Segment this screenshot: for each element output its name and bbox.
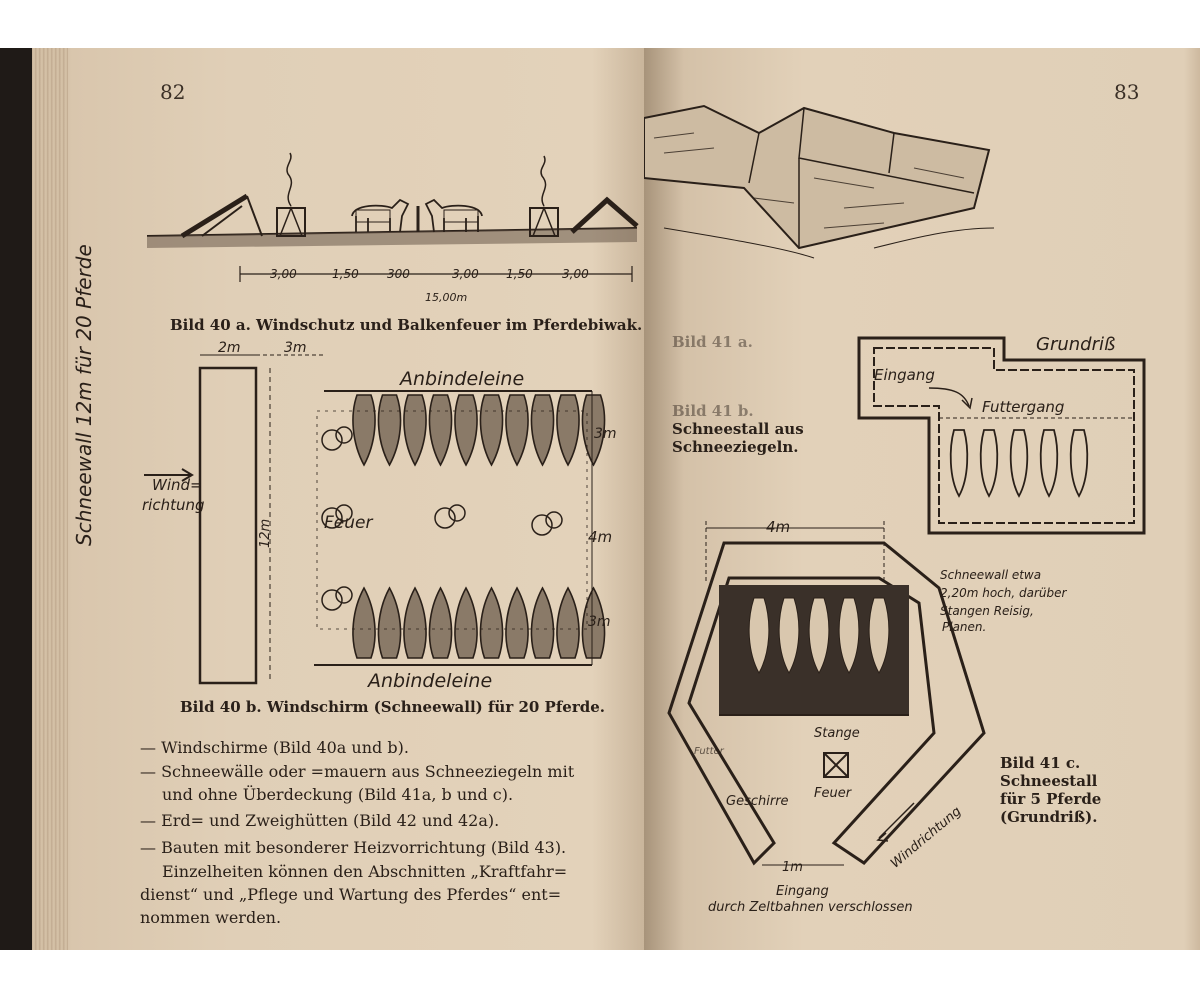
schneewall-note-line1: Schneewall etwa bbox=[940, 568, 1042, 582]
figure-41b-caption-line2: Schneestall aus bbox=[672, 420, 804, 438]
windrichtung-label: Windrichtung bbox=[888, 803, 965, 872]
dim-label: 3,00 bbox=[452, 267, 479, 281]
dim-12m-label: 12m bbox=[258, 518, 273, 548]
figure-41c-caption-line4: (Grundriß). bbox=[1000, 808, 1098, 826]
figure-40b-caption: Bild 40 b. Windschirm (Schneewall) für 20 Pferde. bbox=[180, 698, 605, 716]
anbindeleine-bottom-label: Anbindeleine bbox=[368, 670, 493, 692]
eingang-label-41b: Eingang bbox=[874, 366, 935, 384]
figure-41c-caption-line3: für 5 Pferde bbox=[1000, 790, 1102, 808]
dim-label: 300 bbox=[387, 267, 410, 281]
body-text-line: nommen werden. bbox=[140, 908, 282, 927]
figure-40b bbox=[142, 343, 642, 693]
horse-figure bbox=[378, 395, 400, 465]
horse-figure bbox=[455, 588, 477, 658]
dim-label: 3,00 bbox=[562, 267, 589, 281]
figure-40a-caption: Bild 40 a. Windschutz und Balkenfeuer im Pferdebiwak. bbox=[170, 316, 643, 334]
body-text-line: Einzelheiten können den Abschnitten „Kraftfahr= bbox=[162, 862, 568, 881]
figure-41a bbox=[644, 78, 1004, 268]
body-text-line: dienst“ und „Pflege und Wartung des Pferdes“ ent= bbox=[140, 885, 562, 904]
dim-1m-label: 1m bbox=[782, 860, 803, 875]
stange-label: Stange bbox=[814, 726, 860, 741]
wind-label-line1: Wind= bbox=[152, 476, 203, 494]
horse-figure bbox=[404, 588, 426, 658]
futtergang-label: Futtergang bbox=[982, 398, 1065, 416]
figure-41b-caption-line1: Bild 41 b. bbox=[672, 402, 754, 420]
wind-label-line2: richtung bbox=[142, 496, 205, 514]
horse-figure bbox=[531, 588, 553, 658]
horse-figure bbox=[557, 588, 579, 658]
horse-figure bbox=[429, 588, 451, 658]
schneewall-note-line2: 2,20m hoch, darüber bbox=[940, 586, 1067, 600]
schneewall-note-line4: Planen. bbox=[942, 620, 987, 634]
dim-3m-top-label: 3m bbox=[284, 340, 307, 356]
figure-41c-caption-line2: Schneestall bbox=[1000, 772, 1098, 790]
dim-label: 1,50 bbox=[332, 267, 359, 281]
futter-label: Futter bbox=[694, 746, 724, 757]
horse-figure bbox=[506, 395, 528, 465]
feuer-label-41c: Feuer bbox=[814, 786, 852, 801]
dim-4m-label: 4m bbox=[588, 528, 613, 546]
verschlossen-label: durch Zeltbahnen verschlossen bbox=[708, 900, 913, 915]
dim-label: 1,50 bbox=[506, 267, 533, 281]
dim-3m-bottom-label: 3m bbox=[588, 614, 611, 630]
horse-figure bbox=[404, 395, 426, 465]
horse-figure bbox=[353, 588, 375, 658]
horse-figure bbox=[506, 588, 528, 658]
left-page bbox=[32, 48, 644, 950]
horse-figure bbox=[378, 588, 400, 658]
figure-40a bbox=[142, 108, 642, 278]
body-text-line: — Bauten mit besonderer Heizvorrichtung (Bild 43). bbox=[140, 838, 567, 857]
dim-4m-label-41c: 4m bbox=[766, 518, 791, 536]
figure-41b-caption-line3: Schneeziegeln. bbox=[672, 438, 799, 456]
horse-figure bbox=[353, 395, 375, 465]
dim-total-label: 15,00m bbox=[425, 291, 468, 304]
page-number-right: 83 bbox=[1114, 80, 1140, 104]
dim-2m-label: 2m bbox=[218, 340, 241, 356]
body-text-line: und ohne Überdeckung (Bild 41a, b und c). bbox=[162, 785, 514, 804]
figure-41c-caption-line1: Bild 41 c. bbox=[1000, 754, 1081, 772]
page-block-edge bbox=[32, 48, 68, 950]
horse-figure bbox=[557, 395, 579, 465]
schneewall-label: Schneewall 12m für 20 Pferde bbox=[72, 244, 96, 546]
horse-figure bbox=[480, 395, 502, 465]
figure-41a-caption: Bild 41 a. bbox=[672, 333, 753, 351]
horse-figure bbox=[531, 395, 553, 465]
anbindeleine-top-label: Anbindeleine bbox=[400, 368, 525, 390]
body-text-line: — Schneewälle oder =mauern aus Schneeziegeln mit bbox=[140, 762, 575, 781]
figure-41c bbox=[664, 503, 1004, 893]
open-book bbox=[0, 48, 1200, 950]
horse-figure bbox=[480, 588, 502, 658]
grundriss-label: Grundriß bbox=[1036, 334, 1116, 355]
body-text-line: — Erd= und Zweighütten (Bild 42 und 42a). bbox=[140, 811, 500, 830]
dim-label: 3,00 bbox=[270, 267, 297, 281]
dim-3m-right-label: 3m bbox=[594, 426, 617, 442]
geschirre-label: Geschirre bbox=[726, 794, 789, 809]
body-text-line: — Windschirme (Bild 40a und b). bbox=[140, 738, 409, 757]
horse-figure bbox=[455, 395, 477, 465]
page-number-left: 82 bbox=[160, 80, 186, 104]
eingang-label-41c: Eingang bbox=[776, 884, 829, 899]
right-page bbox=[644, 48, 1200, 950]
schneewall-note-line3: Stangen Reisig, bbox=[940, 604, 1034, 618]
horse-figure bbox=[429, 395, 451, 465]
feuer-label: Feuer bbox=[324, 513, 373, 533]
